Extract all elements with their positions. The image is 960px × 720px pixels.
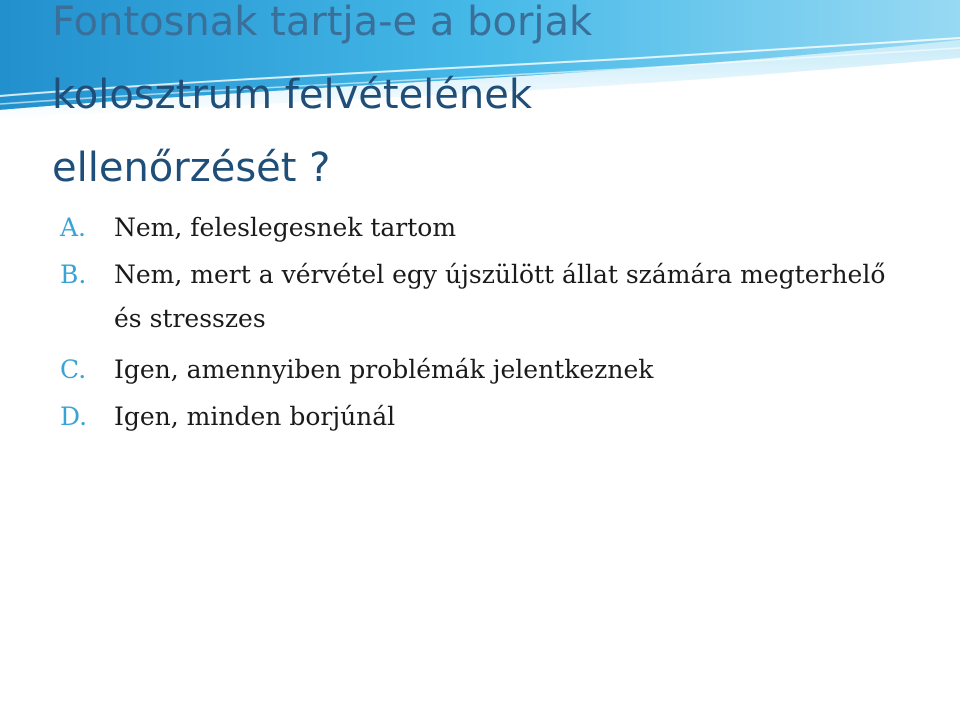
option-letter-d: D. xyxy=(60,402,88,431)
option-letter-a: A. xyxy=(60,213,87,242)
option-text-d: Igen, minden borjúnál xyxy=(114,402,396,431)
option-text-a: Nem, feleslegesnek tartom xyxy=(114,213,457,242)
option-text-c: Igen, amennyiben problémák jelentkeznek xyxy=(114,355,654,384)
answer-options-list xyxy=(60,210,920,446)
option-letter-b: B. xyxy=(60,260,87,289)
answer-option-b xyxy=(60,257,920,341)
option-letter-c: C. xyxy=(60,355,87,384)
title-line-2: kolosztrum felvételének xyxy=(52,72,533,118)
answer-option-a xyxy=(60,210,920,246)
answer-option-c xyxy=(60,352,920,388)
title-line-1: Fontosnak tartja-e a borjak xyxy=(52,0,593,45)
title-line-3: ellenőrzését ? xyxy=(52,145,331,191)
option-text-b: Nem, mert a vérvétel egy újszülött állat számára megterhelő és stresszes xyxy=(114,260,886,333)
slide-title xyxy=(52,0,912,205)
answer-option-d xyxy=(60,399,920,435)
